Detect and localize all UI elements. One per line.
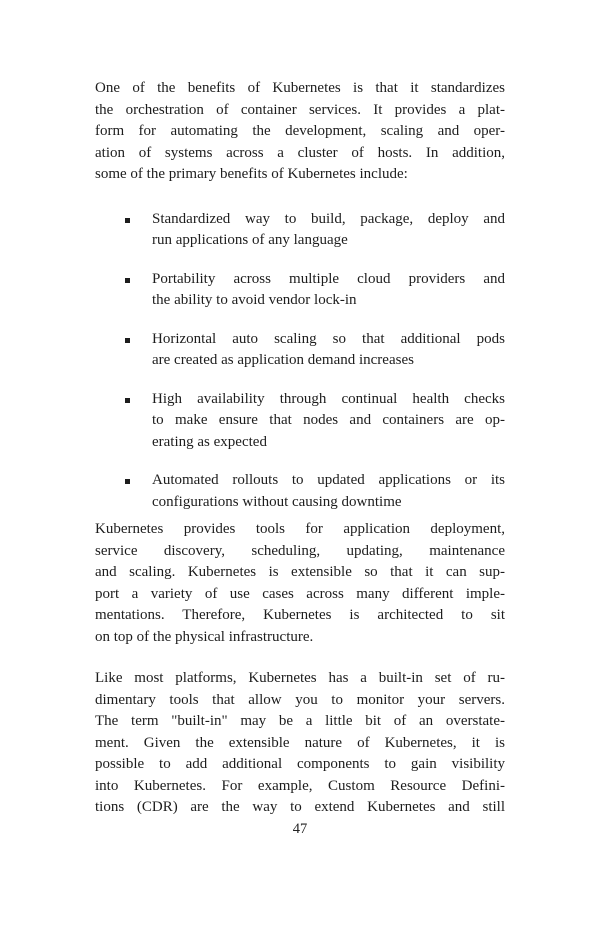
text-line: One of the benefits of Kubernetes is that it standardizes xyxy=(95,80,505,96)
text-line: possible to add additional components to gain visibility xyxy=(95,756,505,772)
bullet-square-icon xyxy=(125,338,130,343)
bullet-square-icon xyxy=(125,479,130,484)
bullet-item-portability xyxy=(95,269,505,312)
text-line: High availability through continual health checks xyxy=(152,390,505,407)
text-line: some of the primary benefits of Kubernetes include: xyxy=(95,166,408,182)
text-line: Kubernetes provides tools for application deployment, xyxy=(95,521,505,537)
text-line: run applications of any language xyxy=(152,232,348,248)
text-line: configurations without causing downtime xyxy=(152,493,402,510)
text-line: form for automating the development, scaling and oper- xyxy=(95,123,505,139)
text-line: are created as application demand increases xyxy=(152,352,414,368)
bullet-item-automated-rollouts xyxy=(95,470,505,513)
text-line: Portability across multiple cloud providers and xyxy=(152,270,505,287)
paragraph-tools xyxy=(95,519,505,648)
text-line: the ability to avoid vendor lock-in xyxy=(152,292,357,308)
text-line: Horizontal auto scaling so that additional pods xyxy=(152,330,505,347)
text-line: to make ensure that nodes and containers are op- xyxy=(152,412,505,428)
bullet-marker xyxy=(125,329,152,372)
bullet-marker xyxy=(125,470,152,513)
text-line: into Kubernetes. For example, Custom Resource Defini- xyxy=(95,777,505,794)
bullet-list xyxy=(95,209,505,514)
paragraph-intro xyxy=(95,78,505,186)
bullet-item-auto-scaling xyxy=(95,329,505,372)
bullet-square-icon xyxy=(125,218,130,223)
paragraph-builtin xyxy=(95,668,505,819)
text-line: tions (CDR) are the way to extend Kubernetes and still xyxy=(95,799,505,815)
text-line: Like most platforms, Kubernetes has a built-in set of ru- xyxy=(95,670,505,686)
text-line: ation of systems across a cluster of hosts. In addition, xyxy=(95,144,505,161)
text-line: ment. Given the extensible nature of Kubernetes, it is xyxy=(95,734,505,751)
bullet-marker xyxy=(125,269,152,312)
page-content xyxy=(95,78,505,819)
page-number: 47 xyxy=(292,821,308,837)
bullet-square-icon xyxy=(125,278,130,283)
text-line: mentations. Therefore, Kubernetes is architected to sit xyxy=(95,607,505,623)
bullet-marker xyxy=(125,389,152,454)
text-line: erating as expected xyxy=(152,433,267,450)
bullet-marker xyxy=(125,209,152,252)
bullet-item-high-availability xyxy=(95,389,505,454)
text-line: The term "built-in" may be a little bit of an overstate- xyxy=(95,713,505,729)
text-line: Standardized way to build, package, deploy and xyxy=(152,210,505,227)
bullet-item-standardized xyxy=(95,209,505,252)
text-line: port a variety of use cases across many different imple- xyxy=(95,585,505,602)
text-line: dimentary tools that allow you to monitor your servers. xyxy=(95,691,505,708)
bullet-square-icon xyxy=(125,398,130,403)
text-line: service discovery, scheduling, updating, maintenance xyxy=(95,542,505,559)
text-line: Automated rollouts to updated applications or its xyxy=(152,472,505,488)
text-line: on top of the physical infrastructure. xyxy=(95,628,314,645)
text-line: the orchestration of container services. It provides a plat- xyxy=(95,101,505,118)
text-line: and scaling. Kubernetes is extensible so that it can sup- xyxy=(95,564,505,580)
